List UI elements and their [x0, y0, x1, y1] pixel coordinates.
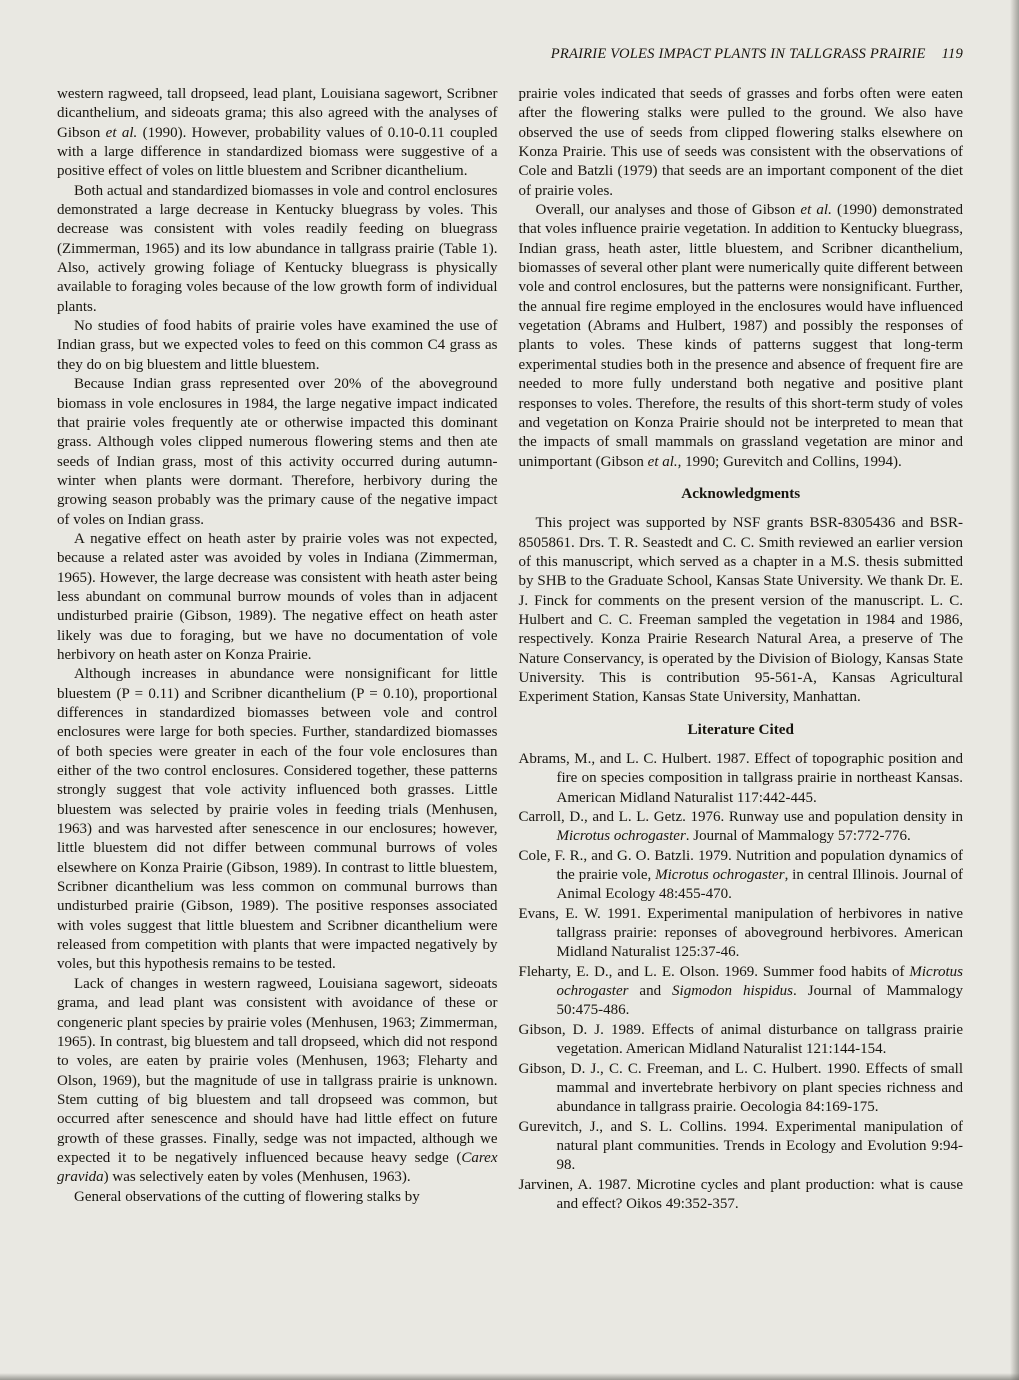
running-head: [57, 46, 963, 63]
reference-entry: [519, 847, 964, 905]
text-segment: Gurevitch, J., and S. L. Collins. 1994. Experimental manipulation of natural plant communities. Trends in Ecology and Evolution 9:94-98.: [518, 1118, 963, 1174]
text-segment: Sigmodon hispidus: [672, 983, 794, 1000]
text-segment: Although increases in abundance were nonsignificant for little bluestem (P = 0.11) and Scribner dicanthelium (P = 0.10), proportional differences in standardized biomasses between vole and control enclosures were large for both species. Further, standardized biomasses of both species were greater in each of the four vole enclosures than either of the two control enclosures. Considered together, these patterns strongly suggest that vole activity influenced both grasses. Little bluestem was selected by prairie voles in feeding trials (Menhusen, 1963) and was harvested after senescence in our enclosures; however, little bluestem did not differ between communal burrows of voles elsewhere on Konza Prairie (Gibson, 1989). In contrast to little bluestem, Scribner dicanthelium was less common on communal burrows than undisturbed prairie (Gibson, 1989). The positive responses associated with voles suggest that little bluestem and Scribner dicanthelium were released from competition with plants that were impacted negatively by voles, but this hypothesis remains to be tested.: [57, 666, 498, 973]
text-segment: . Journal of Mammalogy 50:475-486.: [556, 983, 963, 1019]
paragraph: [57, 665, 498, 975]
reference-entry: [519, 808, 964, 847]
text-segment: Because Indian grass represented over 20% of the aboveground biomass in vole enclosures in 1984, the large negative impact indicated that prairie voles frequently ate or otherwise impacted this dominant grass. Although voles clipped numerous flowering stems and then ate seeds of Indian grass, most of this activity occurred during autumn-winter when plants were dormant. Therefore, herbivory during the growing season probably was the primary cause of the negative impact of voles on Indian grass.: [57, 376, 498, 528]
text-segment: Cole, F. R., and G. O. Batzli. 1979. Nutrition and population dynamics of the prairie vole,: [518, 847, 963, 884]
text-segment: Both actual and standardized biomasses in vole and control enclosures demonstrated a large decrease in Kentucky bluegrass by voles. This decrease was consistent with voles readily feeding on bluegrass (Zimmerman, 1965) and its low abundance in tallgrass prairie (Table 1). Also, actively growing foliage of Kentucky bluegrass is physically available to foraging voles because of the low growth form of individual plants.: [57, 182, 498, 315]
text-segment: (1990) demonstrated that voles influence prairie vegetation. In addition to Kentucky bluegrass, Indian grass, heath aster, little bluestem, and Scribner dicanthelium, biomasses of several other plant were numerically quite different between vole and control enclosures, but the patterns were nonsignificant. Further, the annual fire regime employed in the enclosures would have influenced vegetation (Abrams and Hulbert, 1987) and possibly the responses of plants to voles. These kinds of patterns suggest that long-term experimental studies both in the presence and absence of frequent fire are needed to more fully understand both negative and positive plant responses to voles. Therefore, the results of this short-term study of voles and vegetation on Konza Prairie should not be interpreted to mean that the impacts of small mammals on grassland vegetation are minor and unimportant (Gibson: [518, 202, 963, 470]
text-segment: Abrams, M., and L. C. Hulbert. 1987. Effect of topographic position and fire on species composition in tallgrass prairie in northeast Kansas. American Midland Naturalist 117:442-445.: [518, 751, 963, 806]
text-segment: and: [628, 983, 673, 1000]
text-segment: et al.: [647, 453, 678, 470]
text-segment: et al.: [105, 124, 138, 141]
text-segment: et al.: [800, 202, 832, 219]
text-segment: Evans, E. W. 1991. Experimental manipulation of herbivores in native tallgrass prairie: reponses of aboveground herbivores. American Midland Naturalist 125:37-46.: [518, 905, 963, 961]
paragraph: [519, 85, 964, 201]
text-segment: (1990). However, probability values of 0.10-0.11 coupled with a large difference in standardized biomass were suggestive of a positive effect of voles on little bluestem and Scribner dicanthelium.: [57, 124, 498, 180]
paragraph: [519, 514, 964, 707]
paragraph: [57, 375, 498, 530]
text-segment: , 1990; Gurevitch and Collins, 1994).: [677, 453, 902, 470]
text-segment: , in central Illinois. Journal of Animal Ecology 48:455-470.: [556, 867, 964, 903]
text-segment: General observations of the cutting of flowering stalks by: [74, 1188, 420, 1205]
text-segment: Carex gravida: [57, 1149, 498, 1186]
paragraph: [57, 317, 498, 375]
reference-entry: [519, 750, 964, 808]
paragraph: [57, 975, 498, 1188]
scan-edge-bottom: [0, 1373, 1019, 1380]
left-column: [57, 85, 498, 1214]
text-segment: Jarvinen, A. 1987. Microtine cycles and plant production: what is cause and effect? Oikos 49:352-357.: [518, 1176, 963, 1212]
paragraph: [57, 85, 498, 182]
text-segment: Lack of changes in western ragweed, Louisiana sagewort, sideoats grama, and lead plant was consistent with avoidance of these or congeneric plant species by prairie voles (Menhusen, 1963; Zimmerman, 1965). In contrast, big bluestem and tall dropseed, which did not respond to voles, are eaten by prairie voles (Menhusen, 1963; Fleharty and Olson, 1969), but the magnitude of use in tallgrass prairie is unknown. Stem cutting of big bluestem and tall dropseed was common, but occurred after senescence and should have had little effect on future growth of these grasses. Finally, sedge was not impacted, although we expected it to be negatively influenced because heavy sedge (: [57, 975, 498, 1166]
text-segment: This project was supported by NSF grants BSR-8305436 and BSR-8505861. Drs. T. R. Seastedt and C. C. Smith reviewed an earlier version of this manuscript, which served as a chapter in a M.S. thesis submitted by SHB to the Graduate School, Kansas State University. We thank Dr. E. J. Finck for comments on the present version of the manuscript. L. C. Hulbert and C. C. Freeman sampled the vegetation in 1984 and 1986, respectively. Konza Prairie Research Natural Area, a preserve of The Nature Conservancy, is operated by the Division of Biology, Kansas State University. This is contribution 95-561-A, Kansas Agricultural Experiment Station, Kansas State University, Manhattan.: [518, 515, 963, 706]
text-segment: Overall, our analyses and those of Gibson: [535, 202, 801, 219]
text-segment: Gibson, D. J. 1989. Effects of animal disturbance on tallgrass prairie vegetation. American Midland Naturalist 121:144-154.: [518, 1021, 963, 1058]
page-number: 119: [941, 46, 963, 62]
text-segment: Carroll, D., and L. L. Getz. 1976. Runway use and population density in: [518, 809, 963, 826]
text-segment: Gibson, D. J., C. C. Freeman, and L. C. Hulbert. 1990. Effects of small mammal and invertebrate herbivory on plant species richness and abundance in tallgrass prairie. Oecologia 84:169-175.: [518, 1060, 963, 1116]
text-segment: Fleharty, E. D., and L. E. Olson. 1969. Summer food habits of: [518, 963, 910, 980]
paragraph: [57, 1188, 498, 1207]
two-column-layout: [57, 85, 963, 1214]
text-segment: Microtus ochrogaster: [556, 963, 963, 1000]
text-segment: A negative effect on heath aster by prairie voles was not expected, because a related aster was avoided by voles in Indiana (Zimmerman, 1965). However, the large decrease was consistent with heath aster being less abundant on communal burrow mounds of voles than in adjacent undisturbed prairie (Gibson, 1989). The negative effect on heath aster likely was due to foraging, but we have no documentation of vole herbivory on heath aster on Konza Prairie.: [57, 530, 498, 663]
reference-entry: [519, 905, 964, 963]
paragraph: [57, 182, 498, 317]
paragraph: [57, 530, 498, 665]
reference-entry: [519, 1060, 964, 1118]
text-segment: ) was selectively eaten by voles (Menhusen, 1963).: [103, 1169, 411, 1186]
text-segment: No studies of food habits of prairie voles have examined the use of Indian grass, but we expected voles to feed on this common C4 grass as they do on big bluestem and little bluestem.: [57, 318, 498, 373]
right-column: [519, 85, 964, 1214]
reference-entry: [519, 963, 964, 1021]
text-segment: Microtus ochrogaster: [556, 828, 686, 845]
reference-entry: [519, 1021, 964, 1060]
section-heading: Acknowledgments: [681, 484, 801, 502]
text-segment: western ragweed, tall dropseed, lead plant, Louisiana sagewort, Scribner dicanthelium, and sideoats grama; this also agreed with the analyses of Gibson: [57, 86, 498, 141]
text-segment: Microtus ochrogaster: [655, 867, 785, 884]
reference-entry: [519, 1118, 964, 1176]
text-segment: . Journal of Mammalogy 57:772-776.: [685, 828, 911, 845]
text-segment: prairie voles indicated that seeds of grasses and forbs often were eaten after the flowering stalks were pulled to the ground. We also have observed the use of seeds from clipped flowering stalks elsewhere on Konza Prairie. This use of seeds was consistent with the observations of Cole and Batzli (1979) that seeds are an important component of the diet of prairie voles.: [518, 86, 963, 199]
section-heading: Literature Cited: [687, 720, 794, 738]
running-title: PRAIRIE VOLES IMPACT PLANTS IN TALLGRASS PRAIRIE: [550, 46, 926, 62]
reference-entry: [519, 1176, 964, 1215]
paragraph: [519, 201, 964, 472]
